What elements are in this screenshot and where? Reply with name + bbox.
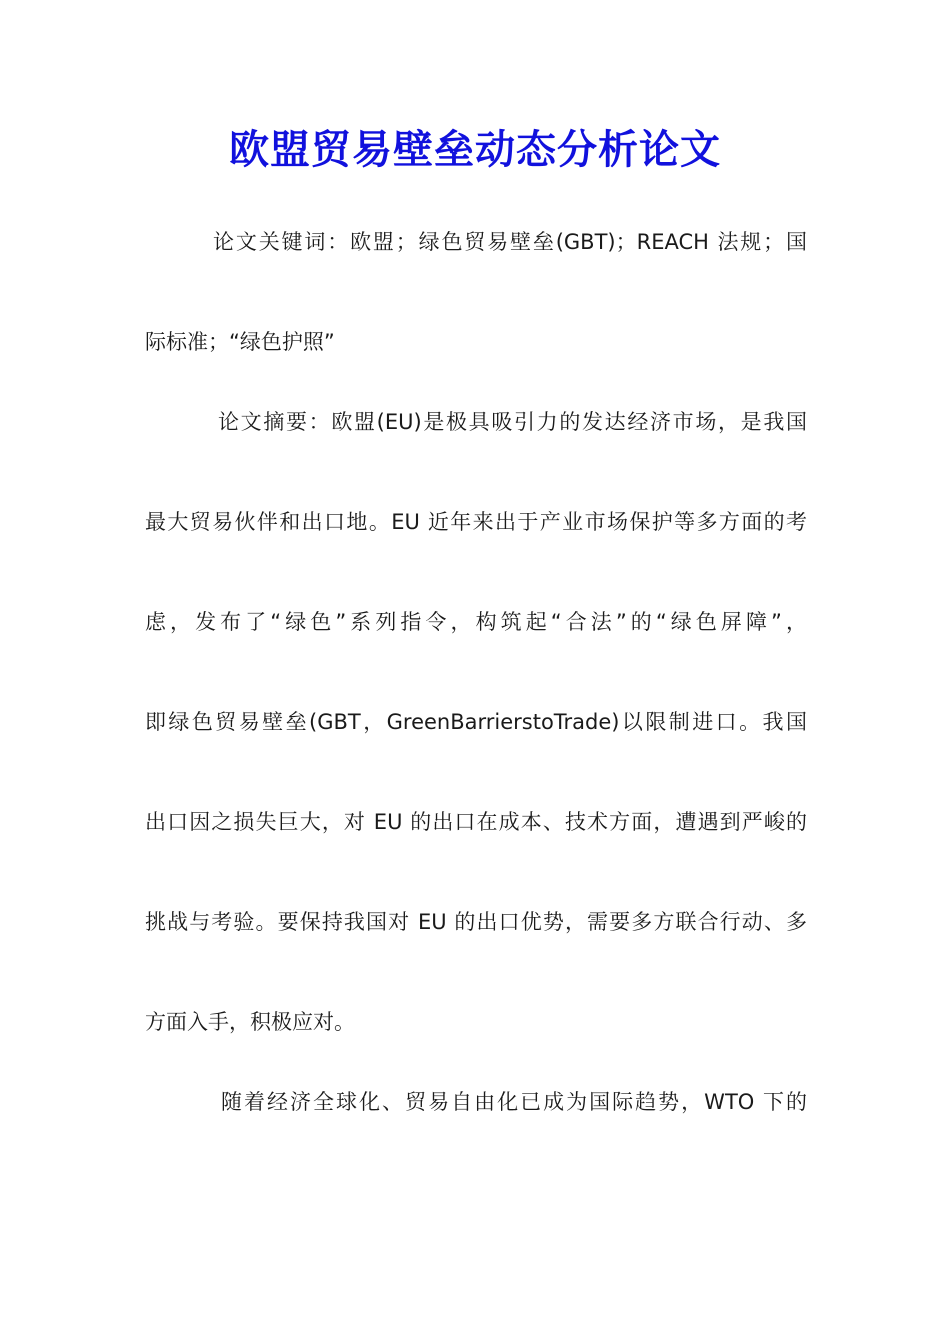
- document-title: 欧盟贸易壁垒动态分析论文: [229, 126, 721, 173]
- abstract-line-4: 即绿色贸易壁垒(GBT，GreenBarrierstoTrade)以限制进口。我国: [145, 710, 807, 734]
- abstract-line-7: 方面入手，积极应对。: [145, 1010, 355, 1034]
- abstract-line-5: 出口因之损失巨大，对 EU 的出口在成本、技术方面，遭遇到严峻的: [145, 810, 807, 834]
- abstract-line-6: 挑战与考验。要保持我国对 EU 的出口优势，需要多方联合行动、多: [145, 910, 807, 934]
- abstract-line-3: 虑，发布了“绿色”系列指令，构筑起“合法”的“绿色屏障”，: [145, 610, 807, 634]
- abstract-line-2: 最大贸易伙伴和出口地。EU 近年来出于产业市场保护等多方面的考: [145, 510, 807, 534]
- keywords-line-1: 论文关键词：欧盟；绿色贸易壁垒(GBT)；REACH 法规；国: [213, 230, 807, 254]
- keywords-line-2: 际标准；“绿色护照”: [145, 330, 335, 354]
- body-paragraph-line-1: 随着经济全球化、贸易自由化已成为国际趋势，WTO 下的: [221, 1090, 807, 1114]
- abstract-line-1: 论文摘要：欧盟(EU)是极具吸引力的发达经济市场，是我国: [218, 410, 807, 434]
